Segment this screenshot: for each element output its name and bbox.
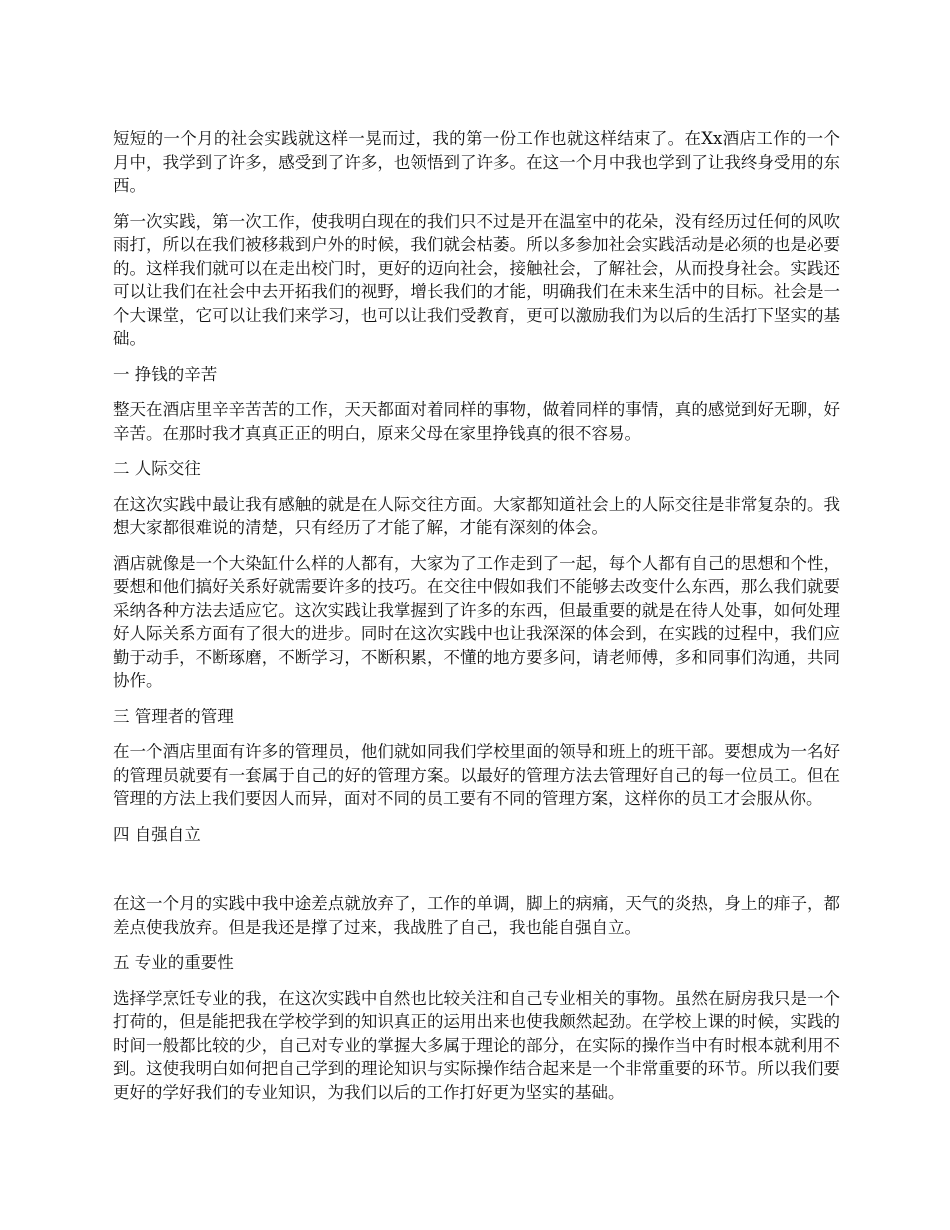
section-heading-self-reliance: 四 自强自立 (113, 824, 201, 844)
section-self-reliance-paragraph: 在这一个月的实践中我中途差点就放弃了，工作的单调，脚上的病痛，天气的炎热，身上的痱子，都差点使我放弃。但是我还是撑了过来，我战胜了自己，我也能自强自立。 (113, 894, 840, 937)
section-heading-management: 三 管理者的管理 (113, 706, 234, 726)
blank-space (113, 858, 840, 892)
section-major-paragraph: 选择学烹饪专业的我，在这次实践中自然也比较关注和自己专业相关的事物。虽然在厨房我只是一个打荷的，但是能把我在学校学到的知识真正的运用出来也使我颇然起劲。在学校上课的时候，实践的时间一般都比较的少，自己对专业的掌握大多属于理论的部分，在实际的操作当中有时根本就利用不到。这使我明白如何把自己学到的理论知识与实际操作结合起来是一个非常重要的环节。所以我们要更好的学好我们的专业知识，为我们以后的工作打好更为坚实的基础。 (113, 988, 840, 1102)
intro-paragraph-2: 第一次实践，第一次工作，使我明白现在的我们只不过是开在温室中的花朵，没有经历过任何的风吹雨打，所以在我们被移栽到户外的时候，我们就会枯萎。所以多参加社会实践活动是必须的也是必要的。这样我们就可以在走出校门时，更好的迈向社会，接触社会，了解社会，从而投身社会。实践还可以让我们在社会中去开拓我们的视野，增长我们的才能，明确我们在未来生活中的目标。社会是一个大课堂，它可以让我们来学习，也可以让我们受教育，更可以激励我们为以后的生活打下坚实的基础。 (113, 211, 840, 348)
section-earning-paragraph: 整天在酒店里辛辛苦苦的工作，天天都面对着同样的事物，做着同样的事情，真的感觉到好无聊，好辛苦。在那时我才真真正正的明白，原来父母在家里挣钱真的很不容易。 (113, 400, 840, 443)
section-management-paragraph: 在一个酒店里面有许多的管理员，他们就如同我们学校里面的领导和班上的班干部。要想成为一名好的管理员就要有一套属于自己的好的管理方案。以最好的管理方法去管理好自己的每一位员工。但在管理的方法上我们要因人而异，面对不同的员工要有不同的管理方案，这样你的员工才会服从你。 (113, 742, 840, 808)
section-relationships-paragraph-1: 在这次实践中最让我有感触的就是在人际交往方面。大家都知道社会上的人际交往是非常复杂的。我想大家都很难说的清楚，只有经历了才能了解，才能有深刻的体会。 (113, 494, 840, 537)
intro-paragraph-1: 短短的一个月的社会实践就这样一晃而过，我的第一份工作也就这样结束了。在Xx酒店工作的一个月中，我学到了许多，感受到了许多，也领悟到了许多。在这一个月中我也学到了让我终身受用的东西。 (113, 129, 840, 195)
section-heading-relationships: 二 人际交往 (113, 459, 201, 478)
section-relationships-paragraph-2: 酒店就像是一个大染缸什么样的人都有，大家为了工作走到了一起，每个人都有自己的思想和个性，要想和他们搞好关系好就需要许多的技巧。在交往中假如我们不能够去改变什么东西，那么我们就要采纳各种方法去适应它。这次实践让我掌握到了许多的东西，但最重要的就是在待人处事，如何处理好人际关系方面有了很大的进步。同时在这次实践中也让我深深的体会到，在实践的过程中，我们应勤于动手，不断琢磨，不断学习，不断积累，不懂的地方要多问，请老师傅，多和同事们沟通，共同协作。 (113, 553, 840, 690)
section-heading-earning: 一 挣钱的辛苦 (113, 364, 218, 384)
document-body (113, 127, 840, 1116)
section-heading-major: 五 专业的重要性 (113, 953, 234, 972)
